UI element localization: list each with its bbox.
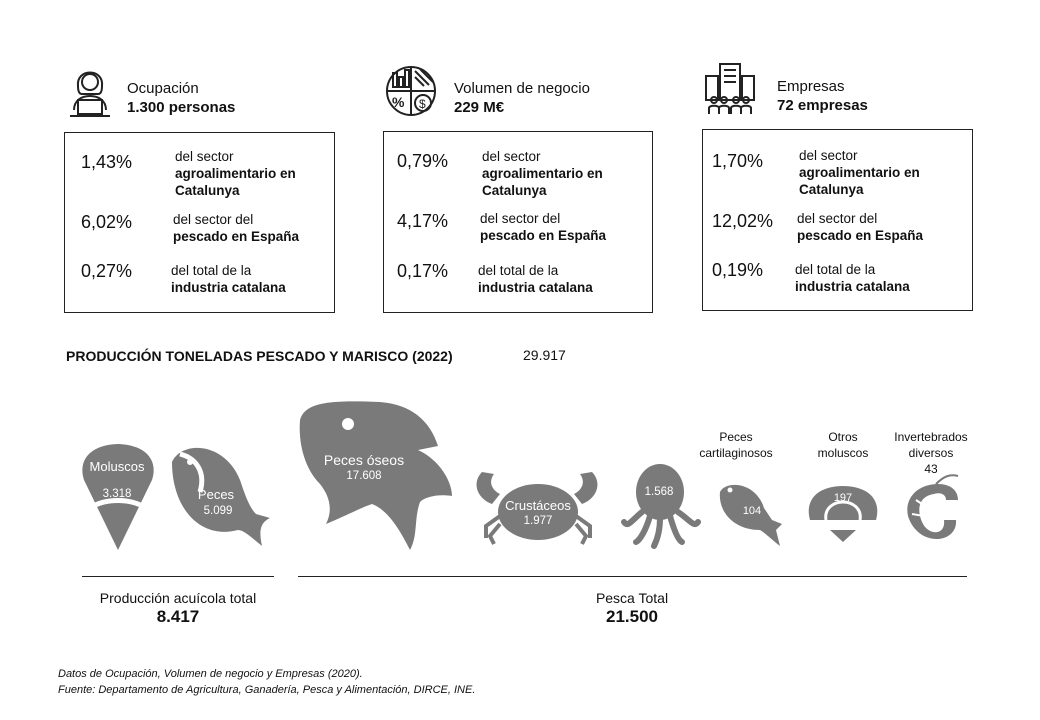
mussel-value: 3.318 [102, 488, 132, 500]
occupation-value: 1.300 personas [127, 99, 236, 116]
person-at-laptop-icon [66, 60, 114, 120]
pct-description: del sector agroalimentario en Catalunya [482, 149, 603, 198]
shrimp-value: 43 [924, 462, 938, 476]
companies-title: Empresas [777, 78, 845, 95]
pct-description: del sector del pescado en España [480, 211, 607, 243]
pct-value: 4,17% [397, 211, 449, 231]
pct-description: del sector agroalimentario en Catalunya [799, 148, 920, 197]
fish-value: 5.099 [203, 505, 233, 517]
clam-value: 197 [833, 492, 853, 504]
big-fish-value: 17.608 [346, 470, 382, 482]
pct-value: 0,27% [81, 261, 133, 281]
clam-label: Otros [828, 430, 858, 444]
aquaculture-label: Producción acuícola total [99, 590, 257, 606]
fishing-label: Pesca Total [595, 590, 669, 606]
pct-description: del sector agroalimentario en Catalunya [175, 149, 296, 198]
companies-value: 72 empresas [777, 97, 868, 114]
business-volume-value: 229 M€ [454, 99, 505, 116]
shrimp-label: Invertebrados [894, 430, 968, 444]
pct-description: del sector del pescado en España [173, 212, 300, 244]
pct-value: 0,79% [397, 151, 449, 171]
aquaculture-divider [82, 576, 274, 577]
shrimp-label: diversos [908, 446, 954, 460]
companies-box [702, 129, 973, 311]
pct-value: 6,02% [81, 212, 133, 232]
pct-value: 0,19% [712, 260, 764, 280]
business-volume-box [383, 131, 653, 313]
octopus-value: 1.568 [644, 486, 674, 498]
fish-icon [172, 448, 270, 546]
fish-label: Peces [197, 487, 235, 502]
big-fish-label: Peces óseos [323, 452, 405, 468]
production-icons [0, 390, 1040, 565]
svg-text:%: % [392, 94, 405, 110]
big-fish-icon [300, 401, 452, 550]
pct-value: 0,17% [397, 261, 449, 281]
small-fish-icon [699, 430, 782, 546]
small-fish-label: Peces [719, 430, 753, 444]
pct-description: del total de la industria catalana [795, 262, 910, 294]
pct-description: del total de la industria catalana [478, 263, 593, 295]
mussel-icon [82, 444, 153, 550]
aquaculture-value: 8.417 [156, 607, 200, 626]
clam-icon [809, 430, 878, 542]
footnote: Datos de Ocupación, Volumen de negocio y Empresas (2020). Fuente: Departamento de Agricultura, Ganadería, Pesca y Alimentación, DIRCE, INE. [58, 668, 476, 696]
production-total: 29.917 [523, 347, 566, 363]
fishing-divider [298, 576, 967, 577]
crab-value: 1.977 [523, 515, 553, 527]
shrimp-icon [894, 430, 967, 539]
crab-icon [477, 472, 598, 544]
mussel-label: Moluscos [89, 459, 145, 474]
occupation-box [64, 132, 335, 313]
crab-label: Crustáceos [505, 498, 571, 513]
pct-description: del sector del pescado en España [797, 211, 924, 243]
production-title: PRODUCCIÓN TONELADAS PESCADO Y MARISCO (2022) [66, 348, 453, 364]
occupation-title: Ocupación [127, 80, 199, 97]
octopus-icon [624, 464, 698, 546]
small-fish-value: 104 [742, 505, 762, 517]
pct-value: 1,70% [712, 151, 764, 171]
svg-text:$: $ [419, 97, 426, 111]
small-fish-label: cartilaginosos [699, 446, 773, 460]
clam-label: moluscos [817, 446, 869, 460]
business-charts-icon [384, 64, 438, 118]
fishing-value: 21.500 [606, 607, 658, 626]
office-building-people-icon [702, 62, 758, 116]
pct-description: del total de la industria catalana [171, 263, 286, 295]
pct-value: 1,43% [81, 152, 133, 172]
pct-value: 12,02% [712, 211, 774, 231]
business-volume-title: Volumen de negocio [454, 80, 590, 97]
